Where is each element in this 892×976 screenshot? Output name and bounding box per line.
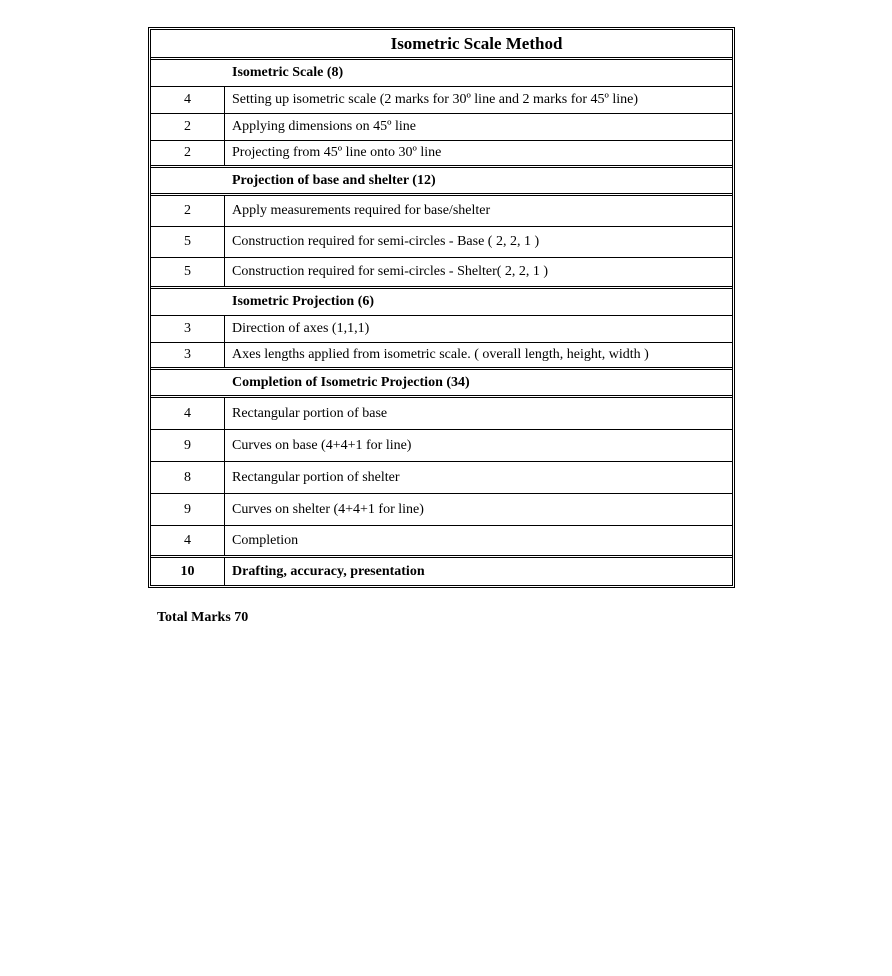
table-row <box>151 343 732 370</box>
final-mark-cell: 10 <box>151 558 225 585</box>
final-row <box>151 558 732 585</box>
description-cell: Construction required for semi-circles - Base ( 2, 2, 1 ) <box>232 234 540 249</box>
table-row <box>151 430 732 462</box>
table-row <box>151 462 732 494</box>
section-heading-row <box>151 60 732 87</box>
mark-cell: 4 <box>151 87 225 113</box>
final-description-cell: Drafting, accuracy, presentation <box>232 563 425 579</box>
table-row <box>151 258 732 289</box>
table-row <box>151 227 732 258</box>
section-mark-cell <box>151 60 225 86</box>
section-mark-cell <box>151 370 225 395</box>
description-cell: Setting up isometric scale (2 marks for 30º line and 2 marks for 45º line) <box>232 92 639 107</box>
mark-cell: 9 <box>151 430 225 461</box>
mark-cell: 9 <box>151 494 225 525</box>
table-row <box>151 494 732 526</box>
description-cell: Projecting from 45º line onto 30º line <box>232 145 442 160</box>
mark-cell: 4 <box>151 398 225 429</box>
mark-cell: 2 <box>151 196 225 226</box>
section-heading: Completion of Isometric Projection (34) <box>232 374 470 390</box>
description-cell: Axes lengths applied from isometric scale. ( overall length, height, width ) <box>232 347 649 362</box>
mark-cell: 3 <box>151 316 225 342</box>
table-title-row <box>151 30 732 60</box>
table-row <box>151 196 732 227</box>
section-heading: Isometric Scale (8) <box>232 65 344 80</box>
total-marks: Total Marks 70 <box>157 610 249 625</box>
description-cell: Direction of axes (1,1,1) <box>232 321 370 336</box>
description-cell: Apply measurements required for base/shelter <box>232 203 491 218</box>
table-row <box>151 316 732 343</box>
description-cell: Rectangular portion of shelter <box>232 469 400 485</box>
table-row <box>151 141 732 168</box>
section-heading: Projection of base and shelter (12) <box>232 172 436 188</box>
section-heading-row <box>151 289 732 316</box>
mark-cell: 5 <box>151 258 225 286</box>
table-title: Isometric Scale Method <box>390 33 563 53</box>
mark-cell: 2 <box>151 114 225 140</box>
description-cell: Construction required for semi-circles - Shelter( 2, 2, 1 ) <box>232 264 549 279</box>
section-mark-cell <box>151 289 225 315</box>
description-cell: Curves on base (4+4+1 for line) <box>232 437 412 453</box>
section-mark-cell <box>151 168 225 193</box>
table-row <box>151 526 732 558</box>
mark-cell: 4 <box>151 526 225 555</box>
description-cell: Completion <box>232 532 299 548</box>
mark-cell: 2 <box>151 141 225 165</box>
section-heading-row <box>151 370 732 398</box>
table-row <box>151 398 732 430</box>
description-cell: Rectangular portion of base <box>232 405 388 421</box>
description-cell: Applying dimensions on 45º line <box>232 119 417 134</box>
section-heading-row <box>151 168 732 196</box>
marks-table <box>148 27 735 588</box>
mark-cell: 3 <box>151 343 225 367</box>
description-cell: Curves on shelter (4+4+1 for line) <box>232 501 424 517</box>
section-heading: Isometric Projection (6) <box>232 294 375 309</box>
table-row <box>151 114 732 141</box>
table-row <box>151 87 732 114</box>
mark-cell: 5 <box>151 227 225 257</box>
mark-cell: 8 <box>151 462 225 493</box>
